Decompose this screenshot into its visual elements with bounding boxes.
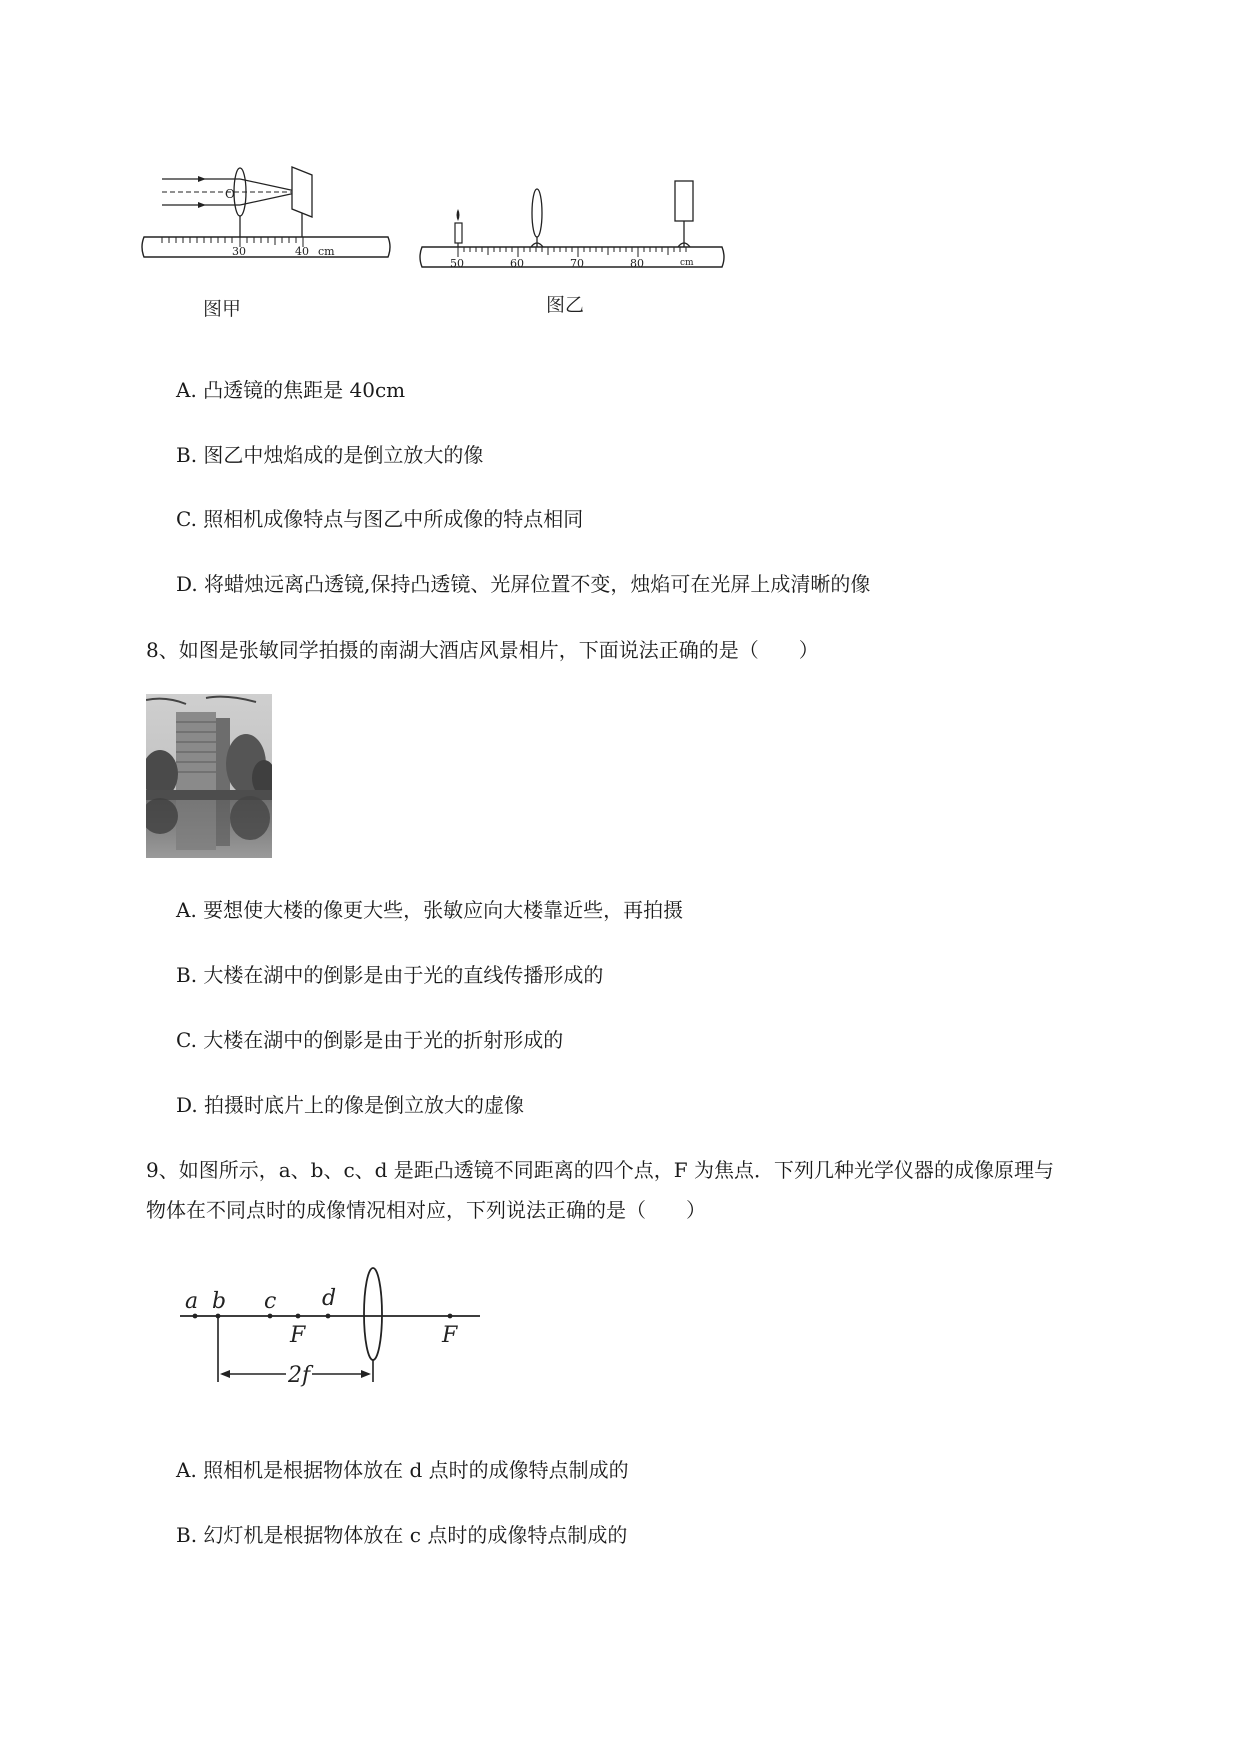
ruler-label-80: 80 [630, 257, 644, 270]
ruler-label-cm: cm [318, 245, 335, 258]
q7-option-c: C. 照相机成像特点与图乙中所成像的特点相同 [176, 507, 584, 531]
q8-option-b: B. 大楼在湖中的倒影是由于光的直线传播形成的 [176, 963, 604, 987]
figure-yi-diagram [418, 175, 738, 285]
lens-points-diagram [170, 1262, 490, 1402]
q7-option-b: B. 图乙中烛焰成的是倒立放大的像 [176, 443, 484, 467]
figure-yi-label: 图乙 [546, 294, 585, 316]
ruler-label-70: 70 [570, 257, 584, 270]
distance-2f-label: 2f [288, 1363, 311, 1388]
q8-option-d: D. 拍摄时底片上的像是倒立放大的虚像 [176, 1093, 525, 1117]
q9-stem-line-2: 物体在不同点时的成像情况相对应，下列说法正确的是（ ） [146, 1198, 706, 1222]
point-a-label: a [185, 1289, 199, 1314]
point-c-label: c [264, 1289, 277, 1314]
ruler-label-60: 60 [510, 257, 524, 270]
q8-option-c: C. 大楼在湖中的倒影是由于光的折射形成的 [176, 1028, 564, 1052]
ruler-label-cm: cm [680, 258, 694, 268]
hotel-photo [146, 694, 272, 858]
q7-option-a: A. 凸透镜的焦距是 40cm [176, 378, 406, 402]
lens-mark: O [225, 187, 235, 201]
ruler-label-50: 50 [450, 257, 464, 270]
figure-jia-label: 图甲 [203, 298, 242, 320]
q9-option-b: B. 幻灯机是根据物体放在 c 点时的成像特点制成的 [176, 1523, 628, 1547]
figure-jia-diagram [140, 165, 400, 275]
point-d-label: d [322, 1286, 337, 1311]
focus-right-label: F [442, 1323, 458, 1348]
focus-left-label: F [290, 1323, 306, 1348]
ruler-label-30: 30 [232, 245, 246, 258]
q7-option-d: D. 将蜡烛远离凸透镜,保持凸透镜、光屏位置不变，烛焰可在光屏上成清晰的像 [176, 572, 871, 596]
q9-stem-line-1: 9、如图所示，a、b、c、d 是距凸透镜不同距离的四个点，F 为焦点．下列几种光学仪器的成像原理与 [146, 1158, 1055, 1182]
q9-option-a: A. 照相机是根据物体放在 d 点时的成像特点制成的 [176, 1458, 629, 1482]
ruler-label-40: 40 [295, 245, 309, 258]
q8-option-a: A. 要想使大楼的像更大些，张敏应向大楼靠近些，再拍摄 [176, 898, 684, 922]
point-b-label: b [212, 1289, 227, 1314]
q8-stem: 8、如图是张敏同学拍摄的南湖大酒店风景相片，下面说法正确的是（ ） [146, 638, 819, 662]
